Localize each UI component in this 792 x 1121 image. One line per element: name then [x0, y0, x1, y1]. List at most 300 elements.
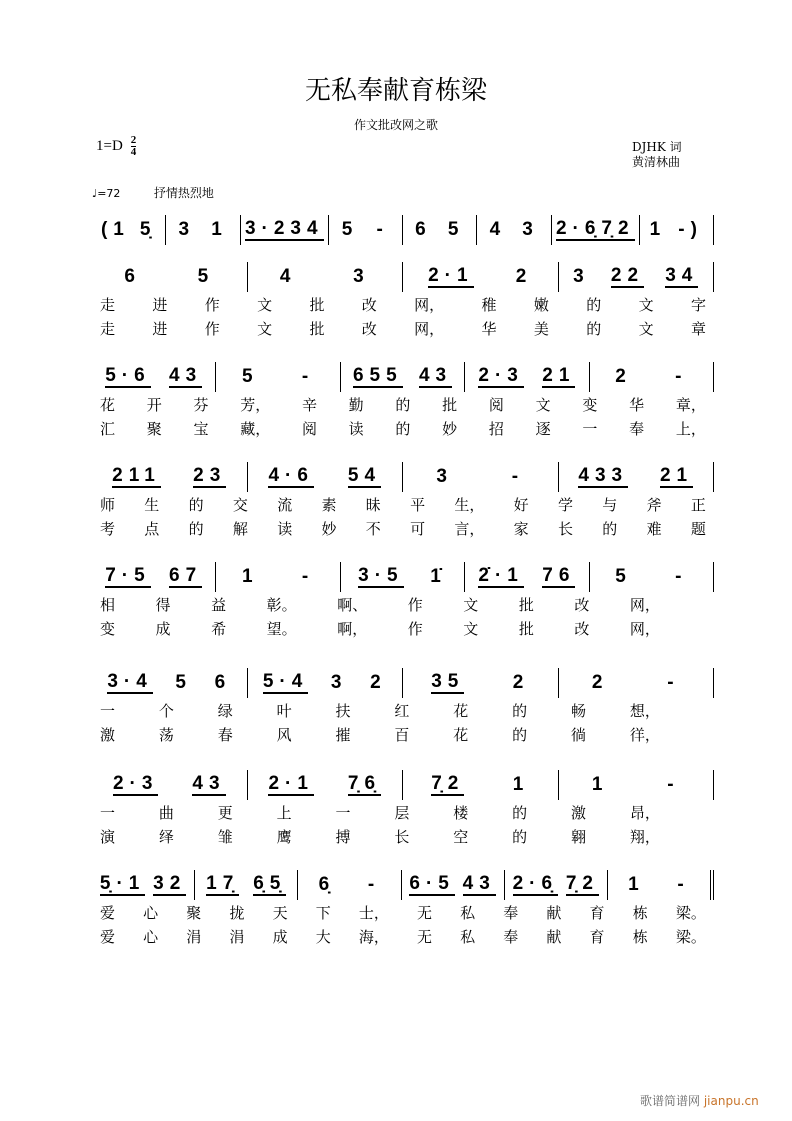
note-group: 43	[462, 873, 496, 894]
lyric-syllable: 花	[453, 725, 469, 744]
lyric-syllable: 奉	[503, 927, 519, 946]
lyric-syllable: 妙	[442, 419, 458, 438]
measure	[248, 462, 404, 492]
lyric-syllable: 解	[232, 519, 248, 538]
lyric-syllable: 改	[361, 295, 377, 314]
lyric-syllable: 演	[100, 827, 116, 846]
lyric-syllable: 啊，	[337, 619, 368, 638]
lyric-syllable: 空	[453, 827, 469, 846]
lyric-syllable: 成	[155, 619, 171, 638]
note-group: 7̣2	[431, 773, 465, 794]
note-group: 2	[512, 672, 530, 693]
lyric-syllable: 鹰	[276, 827, 292, 846]
lyric-syllable: 辛	[301, 395, 317, 414]
note-group: 43	[192, 773, 226, 794]
measure	[590, 362, 714, 392]
note-group: 17̣	[206, 873, 240, 894]
note-group: -	[301, 366, 315, 387]
lyric-syllable: 阅	[301, 419, 317, 438]
measure	[477, 215, 551, 245]
lyric-syllable: 批	[309, 295, 325, 314]
lyric-syllable: 一	[335, 803, 351, 822]
lyric-syllable: 的	[512, 827, 528, 846]
lyric-syllable: 爱	[100, 903, 116, 922]
note-group: 6·5	[409, 873, 455, 894]
lyric-syllable: 梁。	[675, 927, 706, 946]
key-signature	[96, 135, 136, 158]
measure	[559, 262, 715, 292]
note-group: 2	[615, 366, 632, 387]
note-group: 1	[211, 219, 228, 240]
score-line	[92, 262, 714, 340]
lyric-syllable: 流	[277, 495, 293, 514]
measure	[403, 215, 477, 245]
note-group: 211	[112, 465, 161, 486]
note-group: -	[301, 566, 315, 587]
lyric-syllable: 的	[586, 295, 602, 314]
note-group: 4·6	[268, 465, 314, 486]
note-group: 2	[591, 672, 609, 693]
credits	[632, 140, 682, 170]
lyric-syllable: 逐	[535, 419, 551, 438]
lyric-syllable: 章	[690, 319, 706, 338]
measure	[341, 362, 465, 392]
song-title: 无私奉献育栋梁	[304, 76, 487, 106]
lyric-syllable: 长	[557, 519, 573, 538]
measure	[341, 562, 465, 592]
lyric-syllable: 的	[188, 495, 204, 514]
lyric-syllable: 聚	[186, 903, 202, 922]
lyricist: DJHK 词	[632, 140, 682, 154]
lyric-syllable: 畅	[571, 701, 587, 720]
note-group: 7·5	[105, 565, 151, 586]
lyric-syllable: 奉	[629, 419, 645, 438]
lyric-syllable: 私	[460, 927, 476, 946]
note-group: 5	[447, 219, 465, 240]
lyric-syllable: 无	[416, 927, 432, 946]
lyric-syllable: 的	[586, 319, 602, 338]
lyric-syllable: 批	[518, 619, 534, 638]
lyric-syllable: 文	[463, 595, 479, 614]
note-group: 32	[153, 873, 187, 894]
measure	[559, 668, 715, 698]
lyric-syllable: 花	[100, 395, 116, 414]
lyric-syllable: 想，	[629, 701, 660, 720]
note-group: -	[675, 566, 688, 587]
note-group: 34	[665, 265, 699, 286]
lyric-syllable: 一	[582, 419, 598, 438]
key-label: 1=D	[96, 138, 123, 154]
note-group: -	[675, 366, 688, 387]
measure	[92, 562, 216, 592]
note-group: 1	[591, 774, 609, 795]
lyric-syllable: 雏	[217, 827, 233, 846]
lyric-syllable: 批	[309, 319, 325, 338]
measure	[640, 215, 714, 245]
lyric-syllable: 作	[407, 619, 423, 638]
lyric-syllable: 可	[410, 519, 426, 538]
measure	[403, 462, 559, 492]
lyric-syllable: 网，	[414, 319, 445, 338]
lyric-syllable: 走	[100, 319, 116, 338]
lyric-syllable: 师	[100, 495, 116, 514]
note-group: 43	[169, 365, 203, 386]
lyric-syllable: 的	[602, 519, 618, 538]
note-group: 6̣5̣	[253, 873, 287, 894]
lyric-syllable: 聚	[146, 419, 162, 438]
song-subtitle: 作文批改网之歌	[353, 118, 438, 132]
lyric-syllable: 的	[395, 395, 411, 414]
lyric-syllable: 学	[557, 495, 573, 514]
lyric-syllable: 不	[365, 519, 381, 538]
measure	[329, 215, 403, 245]
lyric-line-1	[92, 492, 714, 516]
score-line	[92, 668, 714, 746]
measure	[92, 770, 248, 800]
measure	[608, 870, 714, 900]
lyric-syllable: 激	[571, 803, 587, 822]
lyric-syllable: 阅	[488, 395, 504, 414]
note-group: 1	[628, 874, 645, 895]
notes-row	[92, 215, 714, 245]
lyric-syllable: 作	[204, 295, 220, 314]
lyric-syllable: 网，	[629, 595, 660, 614]
lyric-syllable: 下	[315, 903, 331, 922]
lyric-line-1	[92, 392, 714, 416]
lyric-syllable: 翱	[571, 827, 587, 846]
note-group: 3	[522, 219, 539, 240]
note-group: 3	[178, 219, 196, 240]
measure	[559, 770, 715, 800]
lyric-syllable: 变	[582, 395, 598, 414]
note-group: 4	[279, 266, 297, 287]
lyric-syllable: 春	[217, 725, 233, 744]
lyric-syllable: 红	[394, 701, 410, 720]
lyric-syllable: 无	[416, 903, 432, 922]
measure	[402, 870, 505, 900]
note-group: 6̣	[318, 874, 336, 895]
note-group: 1̇	[430, 566, 447, 587]
note-group: 43	[418, 365, 453, 386]
note-group: 5	[175, 672, 192, 693]
lyric-syllable: 荡	[158, 725, 174, 744]
lyric-syllable: 上	[276, 803, 292, 822]
lyric-syllable: 梁。	[675, 903, 706, 922]
lyric-syllable: 扶	[335, 701, 351, 720]
lyric-syllable: 素	[321, 495, 337, 514]
lyric-syllable: 勤	[348, 395, 364, 414]
lyric-syllable: 宝	[193, 419, 209, 438]
measure	[465, 362, 589, 392]
lyric-line-2	[92, 516, 714, 540]
lyric-syllable: 楼	[453, 803, 469, 822]
lyric-syllable: 言，	[454, 519, 485, 538]
lyric-syllable: 华	[629, 395, 645, 414]
note-group: 21	[659, 465, 694, 486]
score-line	[92, 870, 714, 948]
lyric-syllable: 网，	[414, 295, 445, 314]
lyric-syllable: 百	[394, 725, 410, 744]
lyric-syllable: 网，	[629, 619, 660, 638]
note-group: 4	[489, 219, 507, 240]
lyric-syllable: 稚	[481, 295, 497, 314]
lyric-syllable: 叶	[276, 701, 292, 720]
measure	[92, 262, 248, 292]
lyric-syllable: 激	[100, 725, 116, 744]
lyric-syllable: 与	[602, 495, 618, 514]
lyric-syllable: 心	[143, 927, 159, 946]
lyric-syllable: 美	[533, 319, 549, 338]
measure	[195, 870, 298, 900]
lyric-syllable: 奉	[503, 903, 519, 922]
note-group: 3	[436, 466, 453, 487]
note-group: 1	[242, 566, 259, 587]
lyric-syllable: 徉，	[629, 725, 660, 744]
note-group: 3·4	[107, 671, 153, 692]
lyric-syllable: 嫩	[533, 295, 549, 314]
lyric-syllable: 改	[574, 619, 590, 638]
note-group: 2·1	[268, 773, 314, 794]
lyric-syllable: 士，	[358, 903, 389, 922]
measure	[166, 215, 240, 245]
lyric-syllable: 妙	[321, 519, 337, 538]
note-group: 7̣2	[601, 218, 635, 239]
measure	[92, 215, 166, 245]
lyric-syllable: 层	[394, 803, 410, 822]
lyric-syllable: 海，	[358, 927, 389, 946]
measure	[92, 870, 195, 900]
lyric-syllable: 心	[143, 903, 159, 922]
lyric-syllable: 望。	[266, 619, 297, 638]
note-group: 3·5	[358, 565, 404, 586]
lyric-syllable: 题	[690, 519, 706, 538]
score-line	[92, 462, 714, 540]
note-group: 3	[330, 672, 348, 693]
note-group: 2	[370, 672, 387, 693]
lyric-syllable: 开	[146, 395, 162, 414]
score-line	[92, 362, 714, 440]
notes-row	[92, 870, 714, 900]
measure	[248, 668, 404, 698]
note-group: 3	[573, 266, 590, 287]
measure	[403, 770, 559, 800]
measure	[92, 362, 216, 392]
lyric-syllable: 啊、	[337, 595, 368, 614]
note-group: 5	[242, 366, 259, 387]
measure	[241, 215, 329, 245]
lyric-syllable: 栋	[632, 927, 648, 946]
note-group: 433	[578, 465, 629, 486]
lyric-line-2	[92, 924, 714, 948]
lyric-syllable: 献	[546, 903, 562, 922]
notes-row	[92, 668, 714, 698]
watermark-en: jianpu.cn	[703, 1094, 759, 1108]
lyric-syllable: 改	[361, 319, 377, 338]
lyric-line-2	[92, 824, 668, 848]
lyric-syllable: 生，	[454, 495, 485, 514]
lyric-syllable: 育	[589, 903, 605, 922]
lyric-line-2	[92, 722, 668, 746]
lyric-syllable: 文	[463, 619, 479, 638]
measure	[403, 668, 559, 698]
lyric-syllable: 招	[488, 419, 504, 438]
lyric-line-1	[92, 900, 714, 924]
time-bottom: 4	[130, 146, 137, 158]
lyric-syllable: 改	[574, 595, 590, 614]
lyric-syllable: 更	[217, 803, 233, 822]
time-signature	[131, 135, 137, 158]
lyric-line-1	[92, 292, 714, 316]
lyric-syllable: 交	[232, 495, 248, 514]
measure	[559, 462, 715, 492]
note-group: 6	[214, 672, 232, 693]
note-group: 35	[431, 671, 465, 692]
lyric-syllable: 作	[407, 595, 423, 614]
lyric-syllable: 育	[589, 927, 605, 946]
lyric-syllable: 花	[453, 701, 469, 720]
note-group: -	[511, 466, 525, 487]
note-group: 5	[341, 219, 359, 240]
lyric-line-1	[92, 800, 668, 824]
lyric-syllable: 翔，	[629, 827, 660, 846]
composer: 黄清林曲	[632, 155, 681, 169]
lyric-syllable: 文	[257, 295, 273, 314]
score-line	[92, 562, 714, 640]
lyric-syllable: 文	[638, 319, 654, 338]
note-group: 5·6	[105, 365, 151, 386]
lyric-syllable: 搏	[335, 827, 351, 846]
tempo-value: ♩=72	[92, 187, 121, 200]
note-group: 6	[124, 266, 141, 287]
lyric-syllable: 长	[394, 827, 410, 846]
note-group: 655	[352, 365, 403, 386]
lyric-syllable: 的	[512, 803, 528, 822]
lyric-syllable: 昧	[365, 495, 381, 514]
note-group: 2·6̣	[512, 873, 559, 894]
note-group: 21	[542, 365, 576, 386]
note-group: 67	[169, 565, 203, 586]
lyric-line-1	[92, 698, 668, 722]
lyric-syllable: 家	[513, 519, 529, 538]
score-line	[92, 770, 714, 848]
measure	[92, 462, 248, 492]
notes-row	[92, 770, 714, 800]
measure	[216, 562, 340, 592]
lyric-syllable: 走	[100, 295, 116, 314]
lyric-syllable: 相	[100, 595, 116, 614]
lyric-syllable: 考	[100, 519, 116, 538]
lyric-syllable: 正	[690, 495, 706, 514]
lyric-syllable: 好	[513, 495, 529, 514]
lyric-syllable: 绎	[158, 827, 174, 846]
lyric-syllable: 字	[690, 295, 706, 314]
note-group: 23	[193, 465, 227, 486]
time-top: 2	[130, 134, 137, 146]
note-group: 34	[290, 218, 324, 239]
note-group: 1	[512, 774, 530, 795]
lyric-syllable: 芳，	[240, 395, 271, 414]
lyric-syllable: 批	[442, 395, 458, 414]
measure	[552, 215, 640, 245]
lyric-syllable: 藏，	[240, 419, 271, 438]
lyric-line-2	[92, 616, 668, 640]
lyric-syllable: 昂，	[629, 803, 660, 822]
lyric-syllable: 益	[211, 595, 227, 614]
lyric-syllable: 的	[512, 725, 528, 744]
measure	[298, 870, 401, 900]
lyric-syllable: 一	[100, 701, 116, 720]
note-group: 1	[649, 219, 667, 240]
lyric-syllable: 大	[315, 927, 331, 946]
lyric-syllable: 读	[348, 419, 364, 438]
lyric-syllable: 批	[518, 595, 534, 614]
lyric-syllable: 献	[546, 927, 562, 946]
lyric-syllable: 栋	[632, 903, 648, 922]
lyric-syllable: 摧	[335, 725, 351, 744]
measure	[248, 262, 404, 292]
note-group: 54	[347, 465, 382, 486]
lyric-syllable: 难	[646, 519, 662, 538]
lyric-syllable: 彰。	[266, 595, 297, 614]
lyric-syllable: 天	[272, 903, 288, 922]
measure	[248, 770, 404, 800]
lyric-syllable: 涓	[186, 927, 202, 946]
watermark	[640, 1092, 759, 1109]
note-group: -	[677, 874, 690, 895]
note-group: 2·3	[112, 773, 159, 794]
lyric-syllable: 成	[272, 927, 288, 946]
note-group: 5̣	[139, 219, 157, 240]
measure	[403, 262, 559, 292]
lyric-syllable: 作	[204, 319, 220, 338]
lyric-syllable: 生	[144, 495, 160, 514]
lyric-syllable: 读	[277, 519, 293, 538]
note-group: 22	[610, 265, 645, 286]
lyric-syllable: 一	[100, 803, 116, 822]
note-group: 76	[542, 565, 576, 586]
note-group: 3	[353, 266, 370, 287]
lyric-syllable: 的	[512, 701, 528, 720]
tempo-marking	[92, 184, 214, 201]
lyric-syllable: 进	[152, 319, 168, 338]
lyric-syllable: 章，	[675, 395, 706, 414]
lyric-syllable: 文	[535, 395, 551, 414]
note-group: 5	[197, 266, 215, 287]
lyric-syllable: 希	[211, 619, 227, 638]
lyric-line-2	[92, 416, 714, 440]
notes-row	[92, 262, 714, 292]
note-group: -	[667, 774, 680, 795]
note-group: -	[367, 874, 381, 895]
note-group: -	[376, 219, 389, 240]
note-group: 3·2	[244, 218, 291, 239]
note-group: -)	[678, 219, 703, 240]
notes-row	[92, 362, 714, 392]
lyric-line-2	[92, 316, 714, 340]
note-group: 2̇·1	[478, 565, 524, 586]
note-group: 5̣·1	[99, 873, 146, 894]
lyric-syllable: 上，	[675, 419, 706, 438]
lyric-syllable: 得	[155, 595, 171, 614]
note-group: 5	[615, 566, 632, 587]
lyric-syllable: 华	[481, 319, 497, 338]
lyric-syllable: 平	[410, 495, 426, 514]
lyric-syllable: 变	[100, 619, 116, 638]
lyric-syllable: 涓	[229, 927, 245, 946]
measure	[92, 668, 248, 698]
note-group: 6	[415, 219, 432, 240]
notes-row	[92, 462, 714, 492]
